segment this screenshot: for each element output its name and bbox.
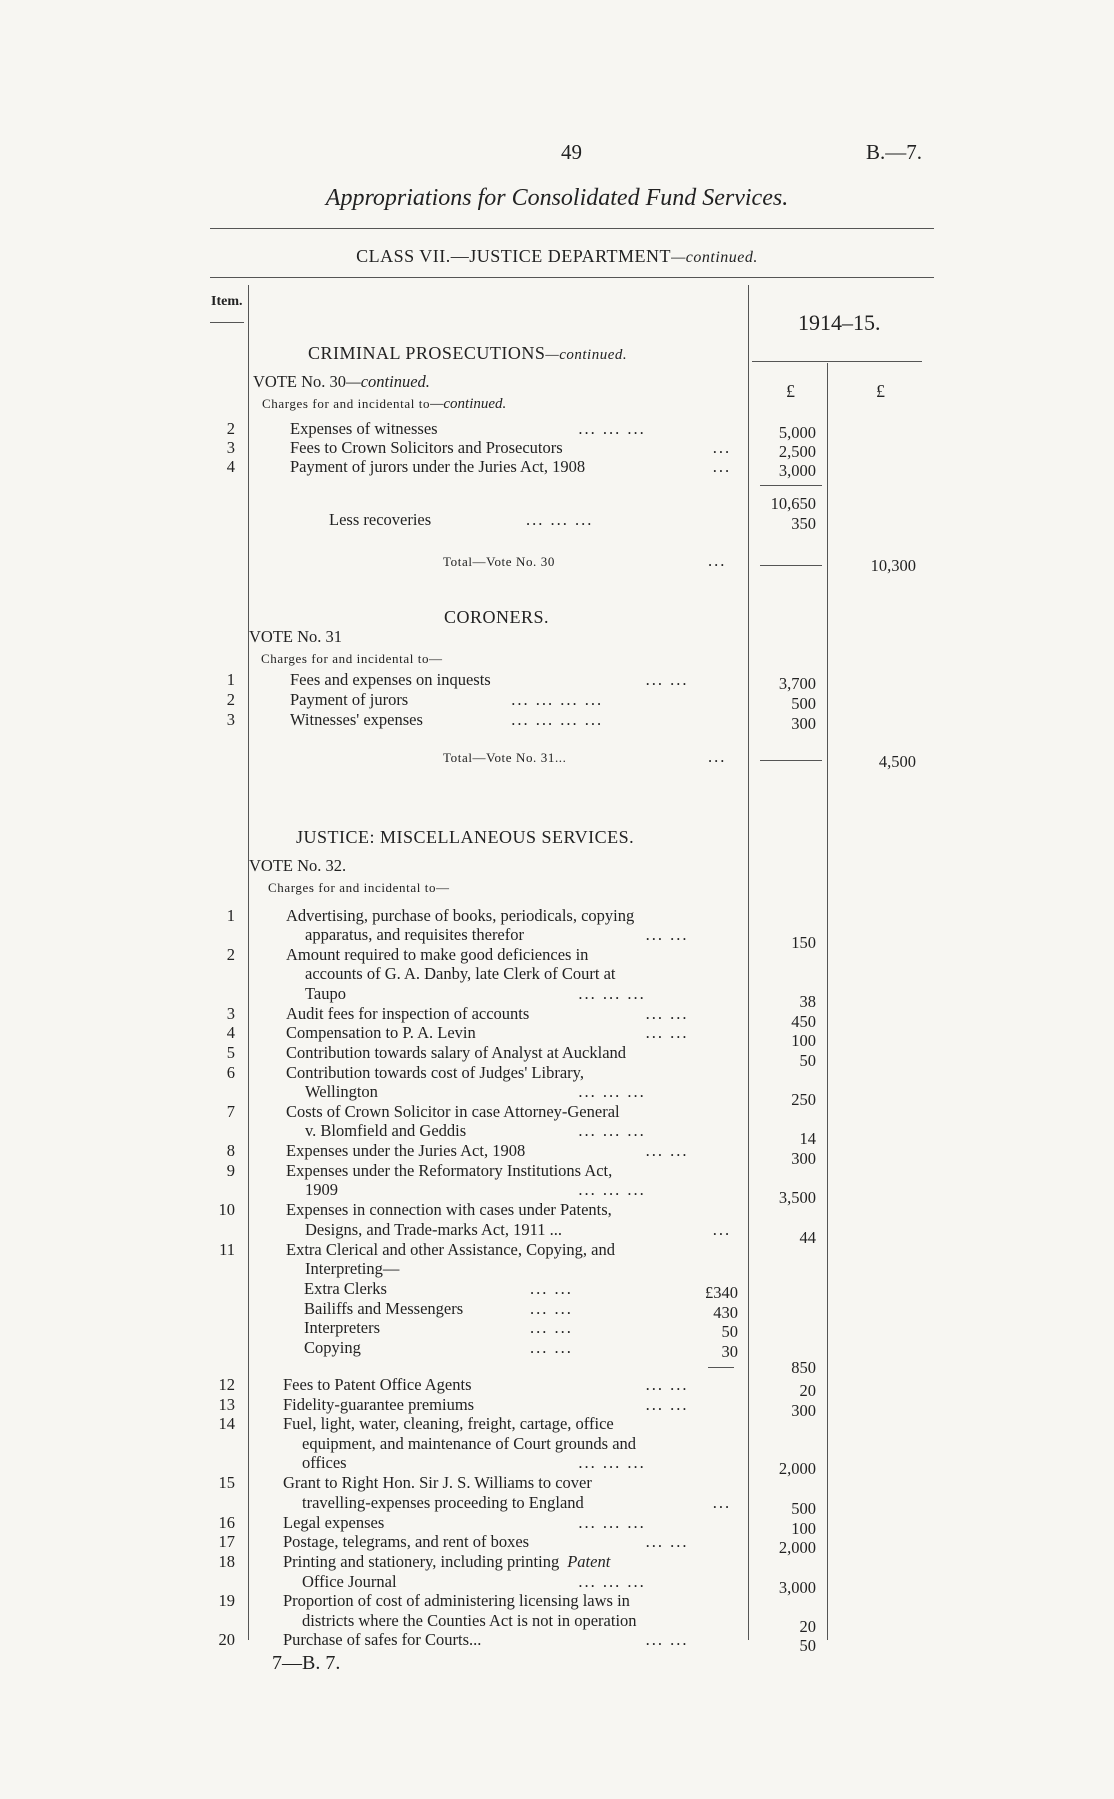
leader-dots: ...	[712, 457, 732, 476]
vote-label: VOTE No. 30—continued.	[253, 372, 430, 391]
item-description: v. Blomfield and Geddis	[305, 1121, 467, 1140]
item-number: 5	[226, 1043, 235, 1062]
charges-label: Charges for and incidental to—continued.	[262, 396, 507, 412]
item-number: 17	[218, 1532, 235, 1551]
leader-dots: ... ...	[530, 1279, 573, 1298]
pound-symbol-amount: £	[786, 381, 795, 401]
amount: 44	[799, 1228, 816, 1247]
item-description: Extra Clerks	[304, 1279, 387, 1298]
leader-dots: ... ... ... ...	[511, 690, 604, 709]
amount: 300	[791, 714, 816, 733]
item-description: Fees to Patent Office Agents	[283, 1375, 472, 1394]
item-header-rule	[210, 322, 244, 323]
amount: 3,000	[778, 1578, 816, 1597]
leader-dots: ... ... ...	[578, 1453, 646, 1472]
section-heading: JUSTICE: MISCELLANEOUS SERVICES.	[296, 827, 635, 847]
amount: 2,000	[778, 1538, 816, 1557]
total-column-rule	[827, 363, 828, 1640]
item-description: travelling-expenses proceeding to England	[302, 1493, 584, 1512]
item-number: 4	[226, 457, 235, 476]
item-description: Copying	[304, 1338, 361, 1357]
vote-total-amount: 10,300	[870, 556, 916, 575]
less-recoveries-label: Less recoveries	[329, 510, 432, 529]
item-description: Fuel, light, water, cleaning, freight, cartage, office	[283, 1414, 614, 1433]
leader-dots: ...	[712, 1493, 732, 1512]
item-number: 2	[226, 945, 235, 964]
section-heading: CRIMINAL PROSECUTIONS—continued.	[308, 343, 628, 363]
leader-dots: ... ...	[645, 1141, 689, 1160]
leader-dots: ...	[712, 1220, 732, 1239]
leader-dots: ... ...	[530, 1318, 573, 1337]
vote-total-leader: ...	[708, 551, 727, 570]
item-column-rule	[248, 285, 249, 1640]
item-description: Contribution towards cost of Judges' Library,	[286, 1063, 584, 1082]
vote-total-label: Total—Vote No. 31...	[443, 750, 567, 765]
vote-total-amount: 4,500	[878, 752, 916, 771]
item-number: 16	[218, 1513, 235, 1532]
amount: 450	[791, 1012, 816, 1031]
item-number: 3	[226, 438, 235, 457]
pound-symbol-total: £	[876, 381, 885, 401]
item-column-header: Item.	[211, 294, 243, 309]
vote-total-label: Total—Vote No. 30	[443, 554, 555, 569]
item-description: Legal expenses	[283, 1513, 385, 1532]
item-description: Proportion of cost of administering licensing laws in	[283, 1591, 630, 1610]
leader-dots: ... ... ...	[578, 1180, 646, 1199]
amount: 38	[799, 992, 816, 1011]
leader-dots: ... ...	[530, 1299, 573, 1318]
less-recoveries-amount: 350	[791, 514, 816, 533]
item-description: Postage, telegrams, and rent of boxes	[283, 1532, 530, 1551]
page-footer: 7—B. 7.	[272, 1652, 341, 1674]
item-description: offices	[302, 1453, 347, 1472]
item-description: Printing and stationery, including printing Patent	[283, 1552, 611, 1571]
item-description: Interpreters	[304, 1318, 381, 1337]
item-description: Expenses under the Juries Act, 1908	[286, 1141, 526, 1160]
item-description: Advertising, purchase of books, periodicals, copying	[286, 906, 635, 925]
item-description: Fees to Crown Solicitors and Prosecutors	[290, 438, 563, 457]
leader-dots: ... ...	[645, 1375, 689, 1394]
item-number: 2	[226, 690, 235, 709]
leader-dots: ...	[712, 438, 732, 457]
amount: 430	[713, 1303, 738, 1322]
subtotal-amount: 10,650	[770, 494, 816, 513]
page-title: Appropriations for Consolidated Fund Services.	[325, 185, 789, 211]
leader-dots: ... ...	[645, 670, 689, 689]
item-number: 10	[218, 1200, 235, 1219]
amount: 150	[791, 933, 816, 952]
vote-label: VOTE No. 31	[249, 627, 343, 646]
item-description: Fees and expenses on inquests	[290, 670, 491, 689]
subtotal-rule	[760, 485, 822, 486]
amount: 500	[791, 694, 816, 713]
leader-dots: ... ...	[645, 1023, 689, 1042]
item-description: Grant to Right Hon. Sir J. S. Williams to cover	[283, 1473, 592, 1492]
amount: 2,000	[778, 1459, 816, 1478]
amount: 250	[791, 1090, 816, 1109]
item-description: Wellington	[305, 1082, 378, 1101]
leader-dots: ... ... ... ...	[511, 710, 604, 729]
item-number: 14	[218, 1414, 235, 1433]
item-description: Expenses under the Reformatory Institutions Act,	[286, 1161, 613, 1180]
leader-dots: ... ... ...	[578, 419, 646, 438]
item-description: Contribution towards salary of Analyst at Auckland	[286, 1043, 627, 1062]
item-description: Audit fees for inspection of accounts	[286, 1004, 530, 1023]
item-number: 3	[226, 710, 235, 729]
amount: 3,500	[778, 1188, 816, 1207]
charges-label: Charges for and incidental to—	[261, 651, 443, 666]
amount: 300	[791, 1401, 816, 1420]
leader-dots: ... ... ...	[578, 1513, 646, 1532]
item-number: 12	[218, 1375, 235, 1394]
amount: 50	[799, 1636, 816, 1655]
amount: 500	[791, 1499, 816, 1518]
amount: 5,000	[778, 423, 816, 442]
item-description: Expenses of witnesses	[290, 419, 438, 438]
leader-dots: ... ... ...	[578, 1572, 646, 1591]
item-description: Payment of jurors under the Juries Act, 1908	[290, 457, 586, 476]
item-description: Fidelity-guarantee premiums	[283, 1395, 475, 1414]
item-number: 1	[226, 670, 235, 689]
amount: 100	[791, 1519, 816, 1538]
leader-dots: ... ... ...	[578, 1121, 646, 1140]
item-description: apparatus, and requisites therefor	[305, 925, 524, 944]
section-heading: CORONERS.	[444, 607, 550, 627]
amount-column-rule	[748, 285, 749, 1640]
item-description: Payment of jurors	[290, 690, 409, 709]
leader-dots: ... ...	[645, 1532, 689, 1551]
leader-dots: ... ...	[645, 1630, 689, 1649]
leader-dots: ... ...	[530, 1338, 573, 1357]
item-number: 4	[226, 1023, 235, 1042]
item-description: districts where the Counties Act is not in operation	[302, 1611, 637, 1630]
item-description: Taupo	[305, 984, 347, 1003]
item-number: 6	[226, 1063, 235, 1082]
leader-dots: ... ...	[645, 925, 689, 944]
item-description: Purchase of safes for Courts...	[283, 1630, 482, 1649]
item-number: 15	[218, 1473, 235, 1492]
item-number: 3	[226, 1004, 235, 1023]
item-description: Costs of Crown Solicitor in case Attorney-General	[286, 1102, 620, 1121]
vote-label: VOTE No. 32.	[249, 856, 347, 875]
item-number: 13	[218, 1395, 235, 1414]
item-description: Extra Clerical and other Assistance, Copying, and	[286, 1240, 616, 1259]
leader-dots: ... ... ...	[578, 1082, 646, 1101]
item-description: Office Journal	[302, 1572, 397, 1591]
item-description: Compensation to P. A. Levin	[286, 1023, 476, 1042]
amount: 20	[799, 1617, 816, 1636]
item-description: Amount required to make good deficiences in	[286, 945, 589, 964]
item-number: 7	[226, 1102, 235, 1121]
class-rule	[210, 277, 934, 278]
item-description: Expenses in connection with cases under Patents,	[286, 1200, 612, 1219]
amount: 2,500	[778, 442, 816, 461]
item-number: 11	[219, 1240, 235, 1259]
amount: £340	[705, 1283, 738, 1302]
item-description: Designs, and Trade-marks Act, 1911 ...	[305, 1220, 562, 1239]
amount: 3,700	[778, 674, 816, 693]
item-number: 1	[226, 906, 235, 925]
amount: 50	[721, 1322, 738, 1341]
item-number: 19	[218, 1591, 235, 1610]
leader-dots: ... ... ...	[578, 984, 646, 1003]
item-description: Witnesses' expenses	[290, 710, 423, 729]
title-rule	[210, 228, 934, 229]
item-description: Bailiffs and Messengers	[304, 1299, 464, 1318]
breakdown-rule	[708, 1367, 734, 1368]
amount: 20	[799, 1381, 816, 1400]
leader-dots: ... ...	[645, 1395, 689, 1414]
item-description: Interpreting—	[305, 1259, 400, 1278]
charges-label: Charges for and incidental to—	[268, 880, 450, 895]
amount: 3,000	[778, 461, 816, 480]
item-description: equipment, and maintenance of Court grounds and	[302, 1434, 637, 1453]
amount: 300	[791, 1149, 816, 1168]
item-description: 1909	[305, 1180, 338, 1199]
item-number: 2	[226, 419, 235, 438]
item-number: 20	[218, 1630, 235, 1649]
amount: 50	[799, 1051, 816, 1070]
leader-dots: ... ...	[645, 1004, 689, 1023]
item-number: 18	[218, 1552, 235, 1571]
vote-total-rule	[760, 565, 822, 566]
document-reference: B.—7.	[866, 140, 923, 164]
breakdown-total-amount: 850	[791, 1358, 816, 1377]
year-header-rule	[752, 361, 922, 362]
item-number: 8	[226, 1141, 235, 1160]
amount: 30	[721, 1342, 738, 1361]
item-number: 9	[226, 1161, 235, 1180]
year-column-header: 1914–15.	[798, 310, 881, 335]
less-recoveries-leader: ... ... ...	[526, 510, 594, 529]
page-number: 49	[561, 140, 582, 164]
vote-total-rule	[760, 760, 822, 761]
item-description: accounts of G. A. Danby, late Clerk of Court at	[305, 964, 616, 983]
amount: 14	[799, 1129, 816, 1148]
vote-total-leader: ...	[708, 747, 727, 766]
amount: 100	[791, 1031, 816, 1050]
class-title: CLASS VII.—JUSTICE DEPARTMENT—continued.	[356, 246, 758, 266]
